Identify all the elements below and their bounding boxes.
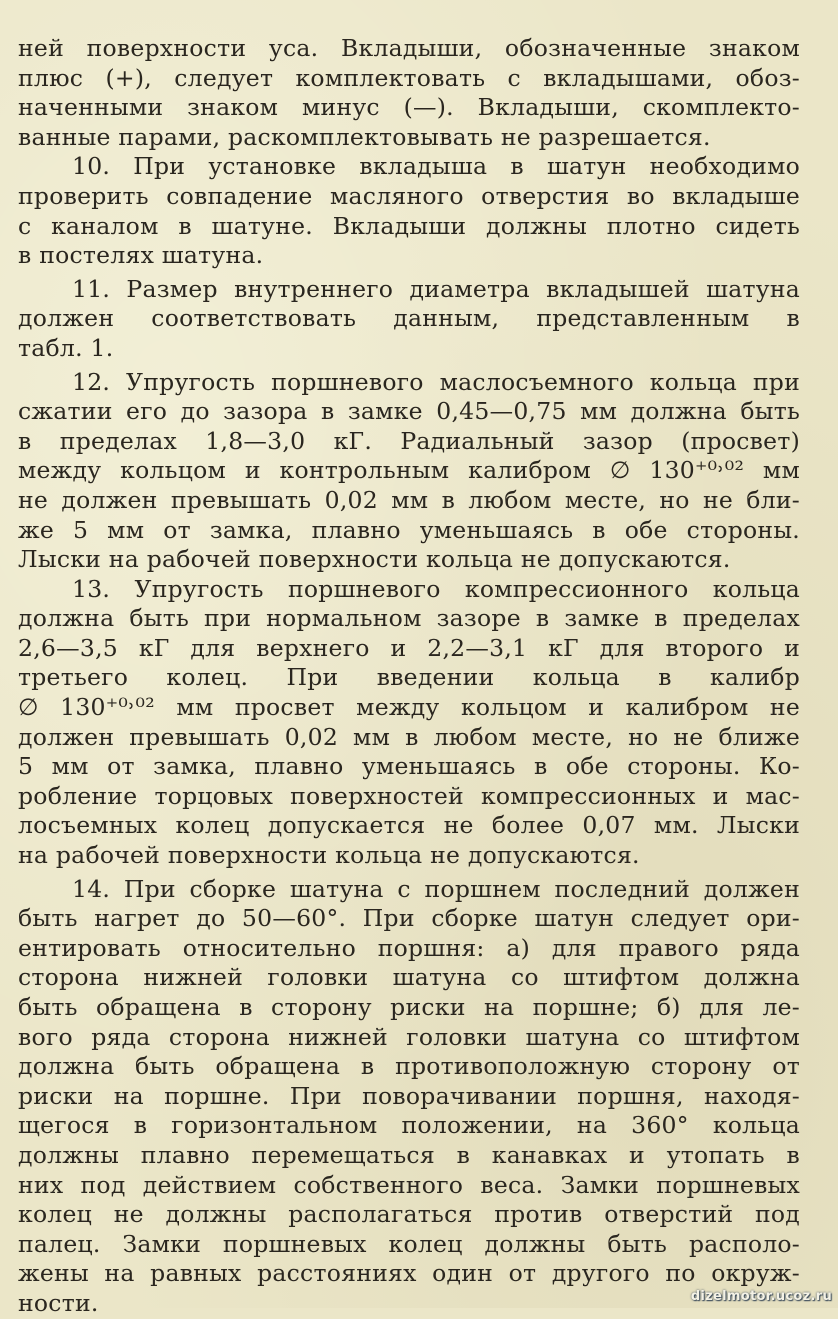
text-line: наченными знаком минус (—). Вкладыши, скомплекто- [18,93,800,122]
text-line: жены на равных расстояниях один от другого по окруж- [18,1259,800,1288]
paragraph-14-start: 14. При сборке шатуна с поршнем последний должен [72,874,800,903]
document-text [18,34,800,1319]
text-line: ванные парами, раскомплектовывать не разрешается. [18,122,711,151]
text-line: на рабочей поверхности кольца не допускаются. [18,841,640,870]
text-line: сторона нижней головки шатуна со штифтом должна [18,963,800,992]
text-line: лосъемных колец допускается не более 0,07 мм. Лыски [18,811,800,840]
text-line: не должен превышать 0,02 мм в любом месте, но не бли- [18,485,800,514]
text-line: ∅ 130⁺⁰˒⁰² мм просвет между кольцом и калибром не [18,693,800,722]
text-line: в пределах 1,8—3,0 кГ. Радиальный зазор (просвет) [18,426,800,455]
text-line: плюс (+), следует комплектовать с вкладышами, обоз- [18,63,800,92]
text-line: же 5 мм от замка, плавно уменьшаясь в обе стороны. [18,515,800,544]
text-line: щегося в горизонтальном положении, на 360° кольца [18,1111,800,1140]
watermark: dizelmotor.ucoz.ru [690,1289,832,1304]
text-line: с каналом в шатуне. Вкладыши должны плотно сидеть [18,211,800,240]
text-line: должна быть при нормальном зазоре в замке в пределах [18,604,800,633]
text-line: быть обращена в сторону риски на поршне; б) для ле- [18,993,800,1021]
text-line: должен превышать 0,02 мм в любом месте, но не ближе [18,722,800,751]
text-line: палец. Замки поршневых колец должны быть располо- [18,1229,800,1258]
text-line: риски на поршне. При поворачивании поршня, находя- [18,1081,800,1110]
paragraph-11-start: 11. Размер внутреннего диаметра вкладышей шатуна [72,274,800,303]
text-line: быть нагрет до 50—60°. При сборке шатун следует ори- [18,904,800,933]
text-line: третьего колец. При введении кольца в калибр [18,663,800,692]
text-line: ентировать относительно поршня: а) для правого ряда [18,933,800,962]
text-line: Лыски на рабочей поверхности кольца не допускаются. [18,545,731,574]
text-line: в постелях шатуна. [18,241,264,270]
text-line: сжатии его до зазора в замке 0,45—0,75 мм должна быть [18,397,800,426]
text-line: проверить совпадение масляного отверстия во вкладыше [18,181,800,210]
text-line: должны плавно перемещаться в канавках и утопать в [18,1140,800,1169]
text-line: робление торцовых поверхностей компрессионных и мас- [18,781,800,810]
text-line: между кольцом и контрольным калибром ∅ 130⁺⁰˒⁰² мм [18,456,800,485]
text-line: ности. [18,1288,99,1317]
text-line: 2,6—3,5 кГ для верхнего и 2,2—3,1 кГ для второго и [18,633,800,662]
text-line: ней поверхности уса. Вкладыши, обозначенные знаком [18,34,800,62]
paragraph-13-start: 13. Упругость поршневого компрессионного кольца [72,574,800,603]
text-line: должна быть обращена в противоположную сторону от [18,1052,800,1081]
text-line: них под действием собственного веса. Замки поршневых [18,1170,800,1199]
text-line: должен соответствовать данным, представленным в [18,304,800,333]
text-line: вого ряда сторона нижней головки шатуна со штифтом [18,1022,800,1051]
paragraph-12-start: 12. Упругость поршневого маслосъемного кольца при [72,367,800,396]
paragraph-10-start: 10. При установке вкладыша в шатун необходимо [72,152,800,181]
text-line: табл. 1. [18,333,114,362]
text-line: колец не должны располагаться против отверстий под [18,1200,800,1229]
text-line: 5 мм от замка, плавно уменьшаясь в обе стороны. Ко- [18,752,800,781]
